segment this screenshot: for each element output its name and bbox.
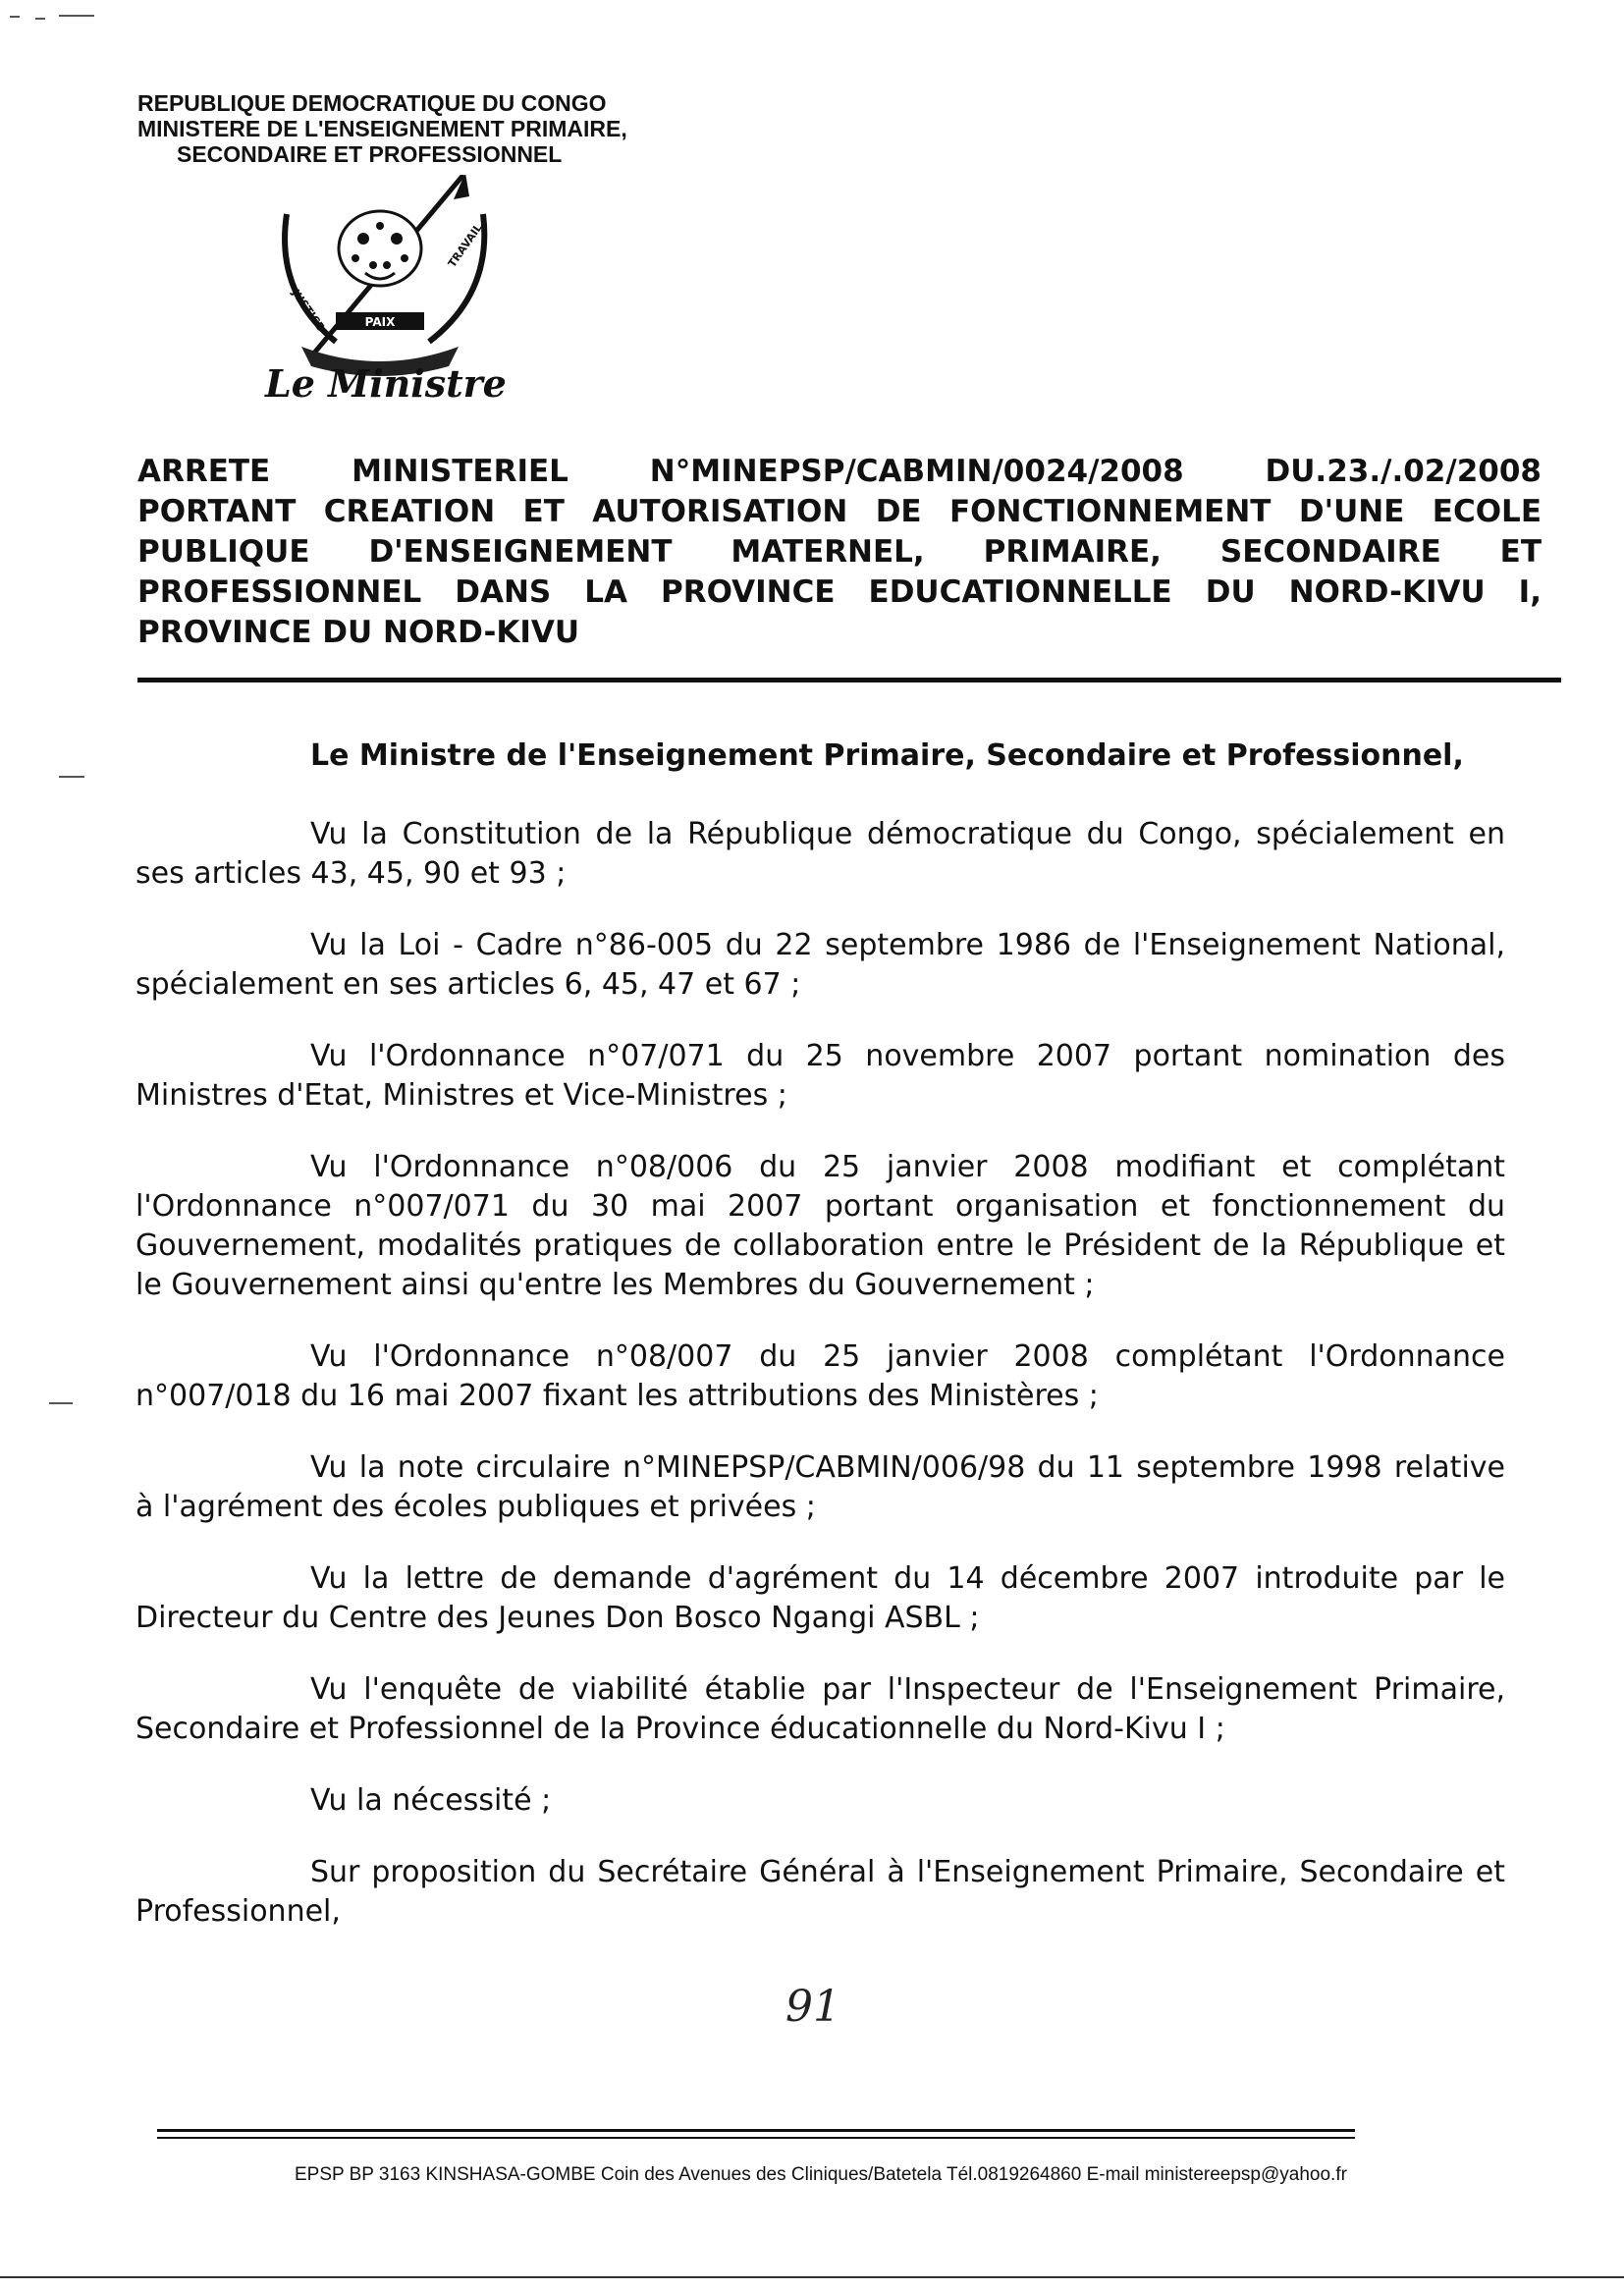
consideration-item: Vu l'enquête de viabilité établie par l'Inspecteur de l'Enseignement Primaire, Secondaire et Professionnel de la Province éducationnelle du Nord-Kivu I ; xyxy=(135,1672,1505,1746)
footer-divider xyxy=(157,2137,1355,2139)
header-line-ministry: MINISTERE DE L'ENSEIGNEMENT PRIMAIRE, xyxy=(137,116,627,141)
page-bottom-edge xyxy=(0,2276,1624,2278)
consideration-item: Vu la Loi - Cadre n°86-005 du 22 septembre 1986 de l'Enseignement National, spécialement en ses articles 6, 45, 47 et 67 ; xyxy=(135,928,1505,1002)
decree-type: ARRETE xyxy=(137,454,271,489)
decree-subject: PORTANT CREATION ET AUTORISATION DE FONCTIONNEMENT D'UNE ECOLE PUBLIQUE D'ENSEIGNEMENT MATERNEL, PRIMAIRE, SECONDAIRE ET PROFESSIONNEL DANS LA PROVINCE EDUCATIONNELLE DU NORD-KIVU I, PROVINCE DU NORD-KIVU xyxy=(137,494,1542,650)
motto-center: PAIX xyxy=(364,315,396,329)
decree-reference xyxy=(137,452,1542,492)
consideration-item: Vu la nécessité ; xyxy=(310,1783,552,1818)
consideration-item: Vu l'Ordonnance n°08/007 du 25 janvier 2008 complétant l'Ordonnance n°007/018 du 16 mai 2007 fixant les attributions des Ministères ; xyxy=(135,1339,1505,1413)
handwritten-initials: 91 xyxy=(785,1982,840,2032)
header-line-republic: REPUBLIQUE DEMOCRATIQUE DU CONGO xyxy=(137,90,607,116)
considerations-list xyxy=(135,815,1505,1932)
consideration-item: Vu la lettre de demande d'agrément du 14 décembre 2007 introduite par le Directeur du Centre des Jeunes Don Bosco Ngangi ASBL ; xyxy=(135,1561,1505,1635)
heading-divider xyxy=(137,678,1561,682)
scan-speck xyxy=(49,1402,73,1404)
motto-right: TRAVAIL xyxy=(445,221,485,270)
scan-speck xyxy=(10,16,20,18)
header-line-ministry-cont: SECONDAIRE ET PROFESSIONNEL xyxy=(177,141,563,167)
motto-left: JUSTICE xyxy=(289,287,327,334)
decree-heading xyxy=(137,452,1542,653)
scan-speck xyxy=(59,776,84,778)
decree-number: N°MINEPSP/CABMIN/0024/2008 xyxy=(649,454,1184,489)
consideration-item: Vu l'Ordonnance n°08/006 du 25 janvier 2008 modifiant et complétant l'Ordonnance n°007/071 du 30 mai 2007 portant organisation et fonctionnement du Gouvernement, modalités pratiques de collaboration entre le Président de la République et le Gouvernement ainsi qu'entre les Membres du Gouvernement ; xyxy=(135,1150,1505,1302)
decree-type-qualifier: MINISTERIEL xyxy=(352,454,568,489)
consideration-item: Vu la note circulaire n°MINEPSP/CABMIN/006/98 du 11 septembre 1998 relative à l'agrément des écoles publiques et privées ; xyxy=(135,1450,1505,1524)
decree-date: DU.23./.02/2008 xyxy=(1265,454,1542,489)
consideration-item: Sur proposition du Secrétaire Général à l'Enseignement Primaire, Secondaire et Professionnel, xyxy=(135,1855,1505,1929)
scan-speck xyxy=(35,18,45,20)
minister-title: Le Ministre de l'Enseignement Primaire, Secondaire et Professionnel, xyxy=(310,738,1464,773)
footer-contact: EPSP BP 3163 KINSHASA-GOMBE Coin des Avenues des Cliniques/Batetela Tél.0819264860 E-mail ministereepsp@yahoo.fr xyxy=(295,2164,1347,2185)
ministry-header xyxy=(137,90,627,167)
consideration-item: Vu la Constitution de la République démocratique du Congo, spécialement en ses articles 43, 45, 90 et 93 ; xyxy=(135,817,1505,891)
coat-of-arms-icon xyxy=(257,175,503,381)
footer-divider xyxy=(157,2129,1355,2132)
minister-signature-title: Le Ministre xyxy=(265,361,507,406)
scan-speck xyxy=(59,15,94,17)
consideration-item: Vu l'Ordonnance n°07/071 du 25 novembre 2007 portant nomination des Ministres d'Etat, Ministres et Vice-Ministres ; xyxy=(135,1039,1505,1113)
